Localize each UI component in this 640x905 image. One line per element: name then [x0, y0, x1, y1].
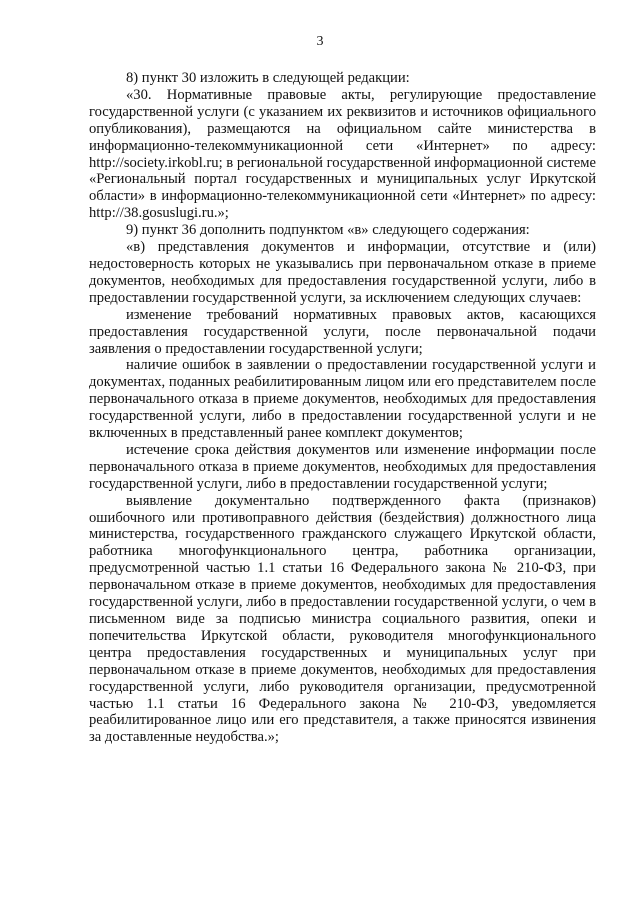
- paragraph-subclause-v: «в) представления документов и информации, отсутствие и (или) недостоверность которых не указывались при первоначальном отказе в приеме документов, необходимых для предоставления государственной услуги, либо в предоставлении государственной услуги, за исключением следующих случаев:: [89, 239, 596, 306]
- paragraph-case-expiry: истечение срока действия документов или изменение информации после первоначального отказа в приеме документов, необходимых для предоставления государственной услуги, либо в предоставлении государственной услуги;: [89, 441, 596, 492]
- paragraph-case-wrongful-action: выявление документально подтвержденного факта (признаков) ошибочного или противоправного действия (бездействия) должностного лица министерства, государственного гражданского служащего Иркутской области, работника многофункционального центра, работника организации, предусмотренной частью 1.1 статьи 16 Федерального закона № 210-ФЗ, при первоначальном отказе в приеме документов, необходимых для предоставления государственной услуги, либо в предоставлении государственной услуги, о чем в письменном виде за подписью министра социального развития, опеки и попечительства Иркутской области, руководителя многофункционального центра предоставления государственных и муниципальных услуг при первоначальном отказе в приеме документов, необходимых для предоставления государственной услуги, либо руководителя организации, предусмотренной частью 1.1 статьи 16 Федерального закона № 210-ФЗ, уведомляется реабилитированное лицо или его представителя, а также приносятся извинения за доставленные неудобства.»;: [89, 492, 596, 746]
- paragraph-item-9-heading: 9) пункт 36 дополнить подпунктом «в» следующего содержания:: [126, 222, 530, 239]
- document-body: [89, 70, 596, 746]
- paragraph-clause-30: «30. Нормативные правовые акты, регулирующие предоставление государственной услуги (с указанием их реквизитов и источников официального опубликования), размещаются на официальном сайте министерства в информационно-телекоммуникационной сети «Интернет» по адресу: http://society.irkobl.ru; в региональной государственной информационной системе «Региональный портал государственных и муниципальных услуг Иркутской области» в информационно-телекоммуникационной сети «Интернет» по адресу: http://38.gosuslugi.ru.»;: [89, 86, 596, 222]
- paragraph-item-8-heading: 8) пункт 30 изложить в следующей редакции:: [126, 70, 410, 86]
- page-number: 3: [316, 34, 324, 49]
- paragraph-case-errors: наличие ошибок в заявлении о предоставлении государственной услуги и документах, поданных реабилитированным лицом или его представителем после первоначального отказа в приеме документов, необходимых для предоставления государственной услуги, либо в предоставлении государственной услуги и не включенных в представленный ранее комплект документов;: [89, 357, 596, 442]
- paragraph-case-requirements-change: изменение требований нормативных правовых актов, касающихся предоставления государственной услуги, после первоначальной подачи заявления о предоставлении государственной услуги;: [89, 306, 596, 357]
